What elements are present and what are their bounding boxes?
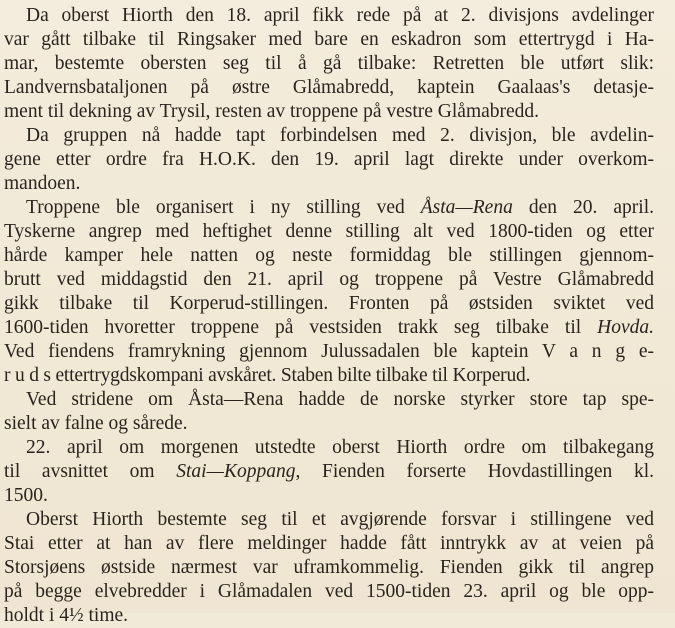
text-segment: 1600-tiden hvoretter troppene på vestsiden trakk seg tilbake til [4, 317, 598, 338]
text-line [4, 316, 654, 340]
text-line: Tyskerne angrep med heftighet denne stilling alt ved 1800-tiden og etter [4, 221, 654, 242]
text-line: mar, bestemte obersten seg til å gå tilbake: Retretten ble utført slik: [4, 53, 654, 74]
text-line: sielt av falne og sårede. [4, 413, 188, 434]
text-line: mandoen. [4, 173, 81, 194]
text-line [4, 196, 654, 220]
text-line [4, 460, 654, 484]
text-segment: , Fienden forserte Hovdastillingen kl. [295, 461, 654, 482]
text-line: på begge elvebredder i Glåmadalen ved 1500-tiden 23. april og ble opp- [4, 581, 654, 602]
text-segment: Troppene ble organisert i ny stilling ved [26, 197, 421, 218]
text-line: Oberst Hiorth bestemte seg til et avgjørende forsvar i stillingene ved [26, 509, 654, 530]
text-line: 1500. [4, 485, 48, 506]
place-name-italic: Åsta—Rena [420, 197, 513, 218]
text-line: gene etter ordre fra H.O.K. den 19. april lagt direkte under overkom- [4, 149, 654, 170]
text-segment: til avsnittet om [4, 461, 177, 482]
text-line: hårde kamper hele natten og neste formiddag ble stillingen gjennom- [4, 245, 654, 266]
text-segment: den 20. april. [512, 197, 654, 218]
text-line: holdt i 4½ time. [4, 605, 129, 626]
text-line: Stai etter at han av flere meldinger hadde fått inntrykk av at veien på [4, 533, 654, 554]
text-line: gikk tilbake til Korperud-stillingen. Fronten på østsiden sviktet ved [4, 293, 654, 314]
text-line: Landvernsbataljonen på østre Glåmabredd, kaptein Gaalaas's detasje- [4, 77, 654, 98]
place-name-italic: Stai—Koppang [176, 461, 296, 482]
place-name-italic: Hovda. [597, 317, 654, 338]
text-line: brutt ved middagstid den 21. april og troppene på Vestre Glåmabredd [4, 269, 654, 290]
text-line: Ved stridene om Åsta—Rena hadde de norske styrker store tap spe- [26, 389, 654, 410]
text-line: Da oberst Hiorth den 18. april fikk rede på at 2. divisjons avdelinger [26, 5, 654, 26]
text-line: Ved fiendens framrykning gjennom Julussadalen ble kaptein V a n g e- [4, 341, 654, 362]
text-line: Storsjøens østside nærmest var uframkommelig. Fienden gikk til angrep [4, 557, 654, 578]
text-line: ment til dekning av Trysil, resten av troppene på vestre Glåmabredd. [4, 101, 540, 122]
text-line: Da gruppen nå hadde tapt forbindelsen med 2. divisjon, ble avdelin- [26, 125, 654, 146]
text-line: var gått tilbake til Ringsaker med bare en eskadron som ettertrygd i Ha- [4, 29, 654, 50]
text-line: 22. april om morgenen utstedte oberst Hiorth ordre om tilbakegang [26, 437, 654, 458]
text-line: r u d s ettertrygdskompani avskåret. Staben bilte tilbake til Korperud. [4, 365, 531, 386]
